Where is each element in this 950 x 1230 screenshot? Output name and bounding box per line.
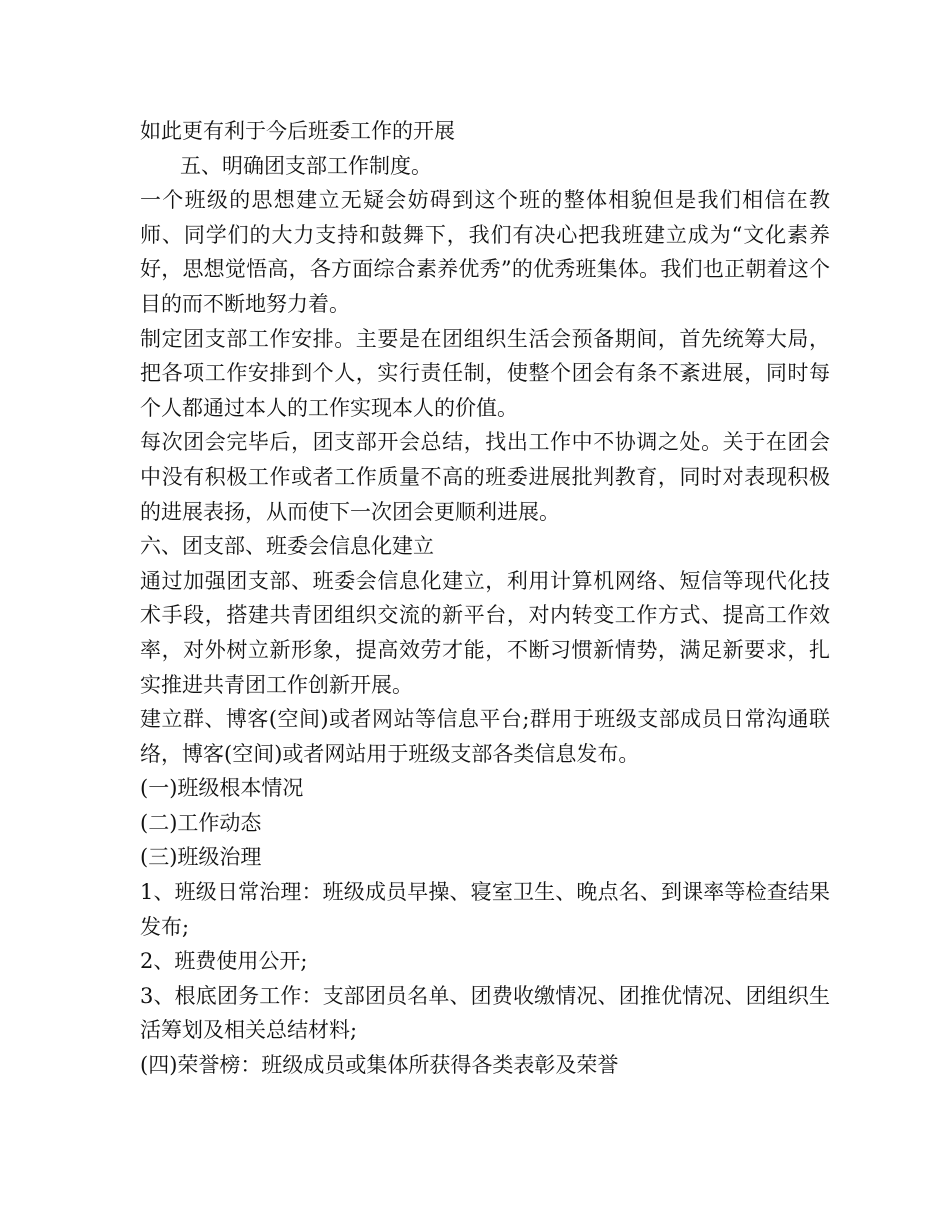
paragraph: 建立群、博客(空间)或者网站等信息平台;群用于班级支部成员日常沟通联络，博客(空间)或者网站用于班级支部各类信息发布。 <box>140 707 830 766</box>
list-item: (三)班级治理 <box>140 845 262 870</box>
paragraph: 一个班级的思想建立无疑会妨碍到这个班的整体相貌但是我们相信在教师、同学们的大力支持和鼓舞下，我们有决心把我班建立成为“文化素养好，思想觉悟高，各方面综合素养优秀”的优秀班集体。我们也正朝着这个目的而不断地努力着。 <box>140 188 830 316</box>
document-body <box>140 114 830 1083</box>
list-item: (二)工作动态 <box>140 810 262 835</box>
paragraph: 每次团会完毕后，团支部开会总结，找出工作中不协调之处。关于在团会中没有积极工作或者工作质量不高的班委进展批判教育，同时对表现积极的进展表扬，从而使下一次团会更顺利进展。 <box>140 430 830 524</box>
list-subitem: 1、班级日常治理：班级成员早操、寝室卫生、晚点名、到课率等检查结果发布; <box>140 880 830 939</box>
list-subitem: 3、根底团务工作：支部团员名单、团费收缴情况、团推优情况、团组织生活筹划及相关总结材料; <box>140 983 830 1043</box>
paragraph-continuation: 如此更有利于今后班委工作的开展 <box>140 119 455 143</box>
section-heading-5: 五、明确团支部工作制度。 <box>180 153 432 178</box>
section-heading-6: 六、团支部、班委会信息化建立 <box>140 534 434 559</box>
paragraph: 制定团支部工作安排。主要是在团组织生活会预备期间，首先统筹大局，把各项工作安排到个人，实行责任制，使整个团会有条不紊进展，同时每个人都通过本人的工作实现本人的价值。 <box>140 326 830 420</box>
list-item: (一)班级根本情况 <box>140 776 304 801</box>
list-item: (四)荣誉榜：班级成员或集体所获得各类表彰及荣誉 <box>140 1053 619 1078</box>
list-subitem: 2、班费使用公开; <box>140 949 308 974</box>
paragraph: 通过加强团支部、班委会信息化建立，利用计算机网络、短信等现代化技术手段，搭建共青团组织交流的新平台，对内转变工作方式、提高工作效率，对外树立新形象，提高效劳才能，不断习惯新情势，满足新要求，扎实推进共青团工作创新开展。 <box>140 568 830 697</box>
